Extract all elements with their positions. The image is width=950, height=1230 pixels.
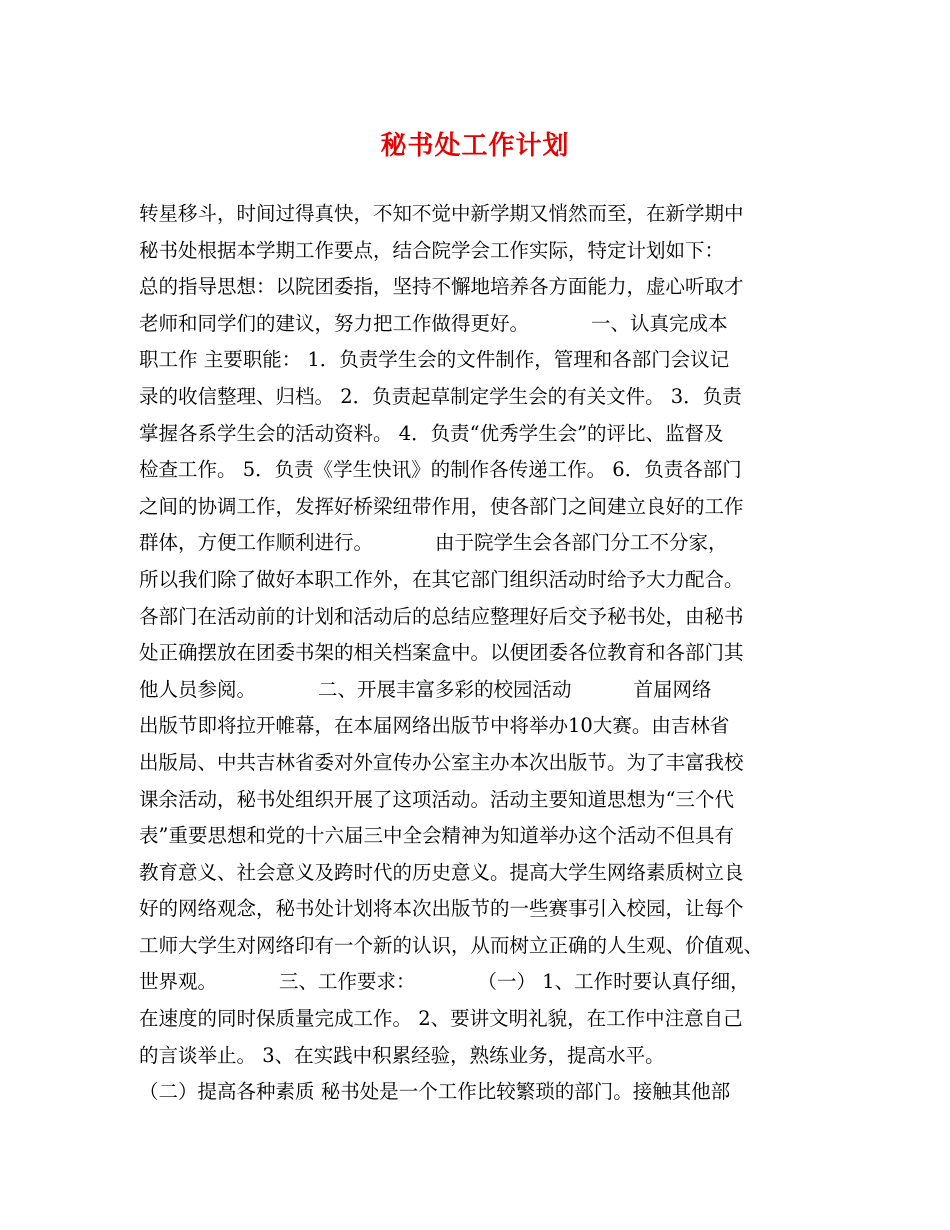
body-line: 教育意义、社会意义及跨时代的历史意义。提高大学生网络素质树立良 [139,860,744,884]
body-line: 世界观。 三、工作要求： （一） 1、工作时要认真仔细， [139,970,750,994]
body-line: 在速度的同时保质量完成工作。 2、要讲文明礼貌，在工作中注意自己 [139,1007,743,1031]
body-line: 工师大学生对网络印有一个新的认识，从而树立正确的人生观、价值观、 [139,933,764,957]
body-line: 他人员参阅。 二、开展丰富多彩的校园活动 首届网络 [139,677,712,701]
body-line: 职工作 主要职能： 1．负责学生会的文件制作，管理和各部门会议记 [139,348,730,372]
document-body [139,196,829,1111]
body-line: 课余活动，秘书处组织开展了这项活动。活动主要知道思想为“三个代 [139,787,734,811]
body-line: 表”重要思想和党的十六届三中全会精神为知道举办这个活动不但具有 [139,824,734,848]
body-line: 所以我们除了做好本职工作外，在其它部门组织活动时给予大力配合。 [139,567,744,591]
body-line: 的言谈举止。 3、在实践中积累经验，熟练业务，提高水平。 [139,1043,665,1067]
body-line: 出版局、中共吉林省委对外宣传办公室主办本次出版节。为了丰富我校 [139,750,744,774]
body-line: 总的指导思想：以院团委指，坚持不懈地培养各方面能力，虚心听取才 [139,275,744,299]
body-line: 各部门在活动前的计划和活动后的总结应整理好后交予秘书处，由秘书 [139,604,744,628]
body-line: 转星移斗，时间过得真快，不知不觉中新学期又悄然而至，在新学期中 [139,202,744,225]
body-line: 掌握各系学生会的活动资料。 4．负责“优秀学生会”的评比、监督及 [139,421,724,445]
body-line: 好的网络观念，秘书处计划将本次出版节的一些赛事引入校园，让每个 [139,897,744,921]
body-line: 处正确摆放在团委书架的相关档案盒中。以便团委各位教育和各部门其 [139,641,744,665]
body-line: 出版节即将拉开帷幕，在本届网络出版节中将举办10大赛。由吉林省 [139,714,730,738]
body-line: （二）提高各种素质 秘书处是一个工作比较繁琐的部门。接触其他部 [139,1080,731,1104]
document-title: 秘书处工作计划 [380,131,570,161]
body-line: 录的收信整理、归档。 2．负责起草制定学生会的有关文件。 3．负责 [139,384,742,408]
body-line: 老师和同学们的建议，努力把工作做得更好。 一、认真完成本 [139,311,728,335]
body-line: 检查工作。 5．负责《学生快讯》的制作各传递工作。 6．负责各部门 [139,458,742,482]
body-line: 秘书处根据本学期工作要点，结合院学会工作实际，特定计划如下： [139,238,725,262]
body-line: 群体，方便工作顺利进行。 由于院学生会各部门分工不分家， [139,531,728,555]
body-line: 之间的协调工作，发挥好桥梁纽带作用，使各部门之间建立良好的工作 [139,494,744,518]
